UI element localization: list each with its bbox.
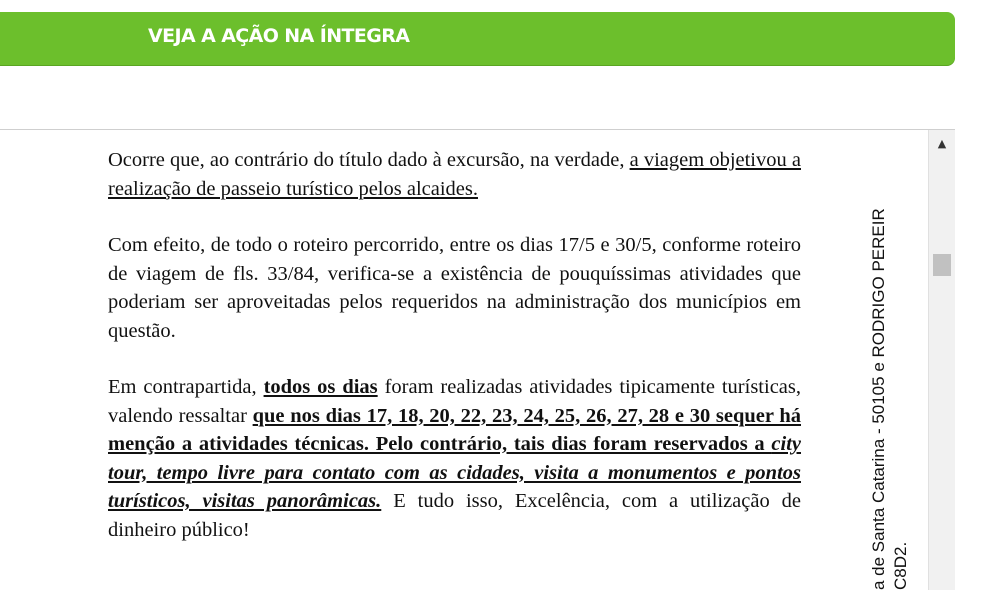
pdf-viewer bbox=[0, 129, 955, 590]
document-text bbox=[108, 146, 801, 572]
paragraph-3: Em contrapartida, todos os dias foram realizadas atividades tipicamente turísticas, valendo ressaltar que nos dias 17, 18, 20, 22, 23, 24, 25, 26, 27, 28 e 30 sequer há menção a atividades técnicas. Pelo contrário, tais dias foram reservados a city tour, tempo livre para contato com as cidades, visita a monumentos e pontos turísticos, visitas panorâmicas. E tudo isso, Excelência, com a utilização de dinheiro público! bbox=[108, 376, 801, 541]
full-action-banner[interactable] bbox=[0, 12, 955, 65]
paragraph-2: Com efeito, de todo o roteiro percorrido, entre os dias 17/5 e 30/5, conforme roteiro de viagem de fls. 33/84, verifica-se a existência de pouquíssimas atividades que poderiam ser aproveitadas pelos requeridos na administração dos municípios em questão. bbox=[108, 234, 801, 342]
document-page bbox=[0, 130, 928, 590]
scroll-thumb[interactable] bbox=[933, 254, 951, 276]
vertical-scrollbar[interactable] bbox=[928, 130, 955, 590]
signature-stamp: a de Santa Catarina - 50105 e RODRIGO PEREIR C8D2. bbox=[869, 208, 910, 590]
banner-label[interactable]: VEJA A AÇÃO NA ÍNTEGRA bbox=[148, 25, 410, 47]
scroll-up-arrow-icon[interactable]: ▲ bbox=[937, 136, 947, 150]
paragraph-1: Ocorre que, ao contrário do título dado à excursão, na verdade, a viagem objetivou a realização de passeio turístico pelos alcaides. bbox=[108, 149, 801, 200]
